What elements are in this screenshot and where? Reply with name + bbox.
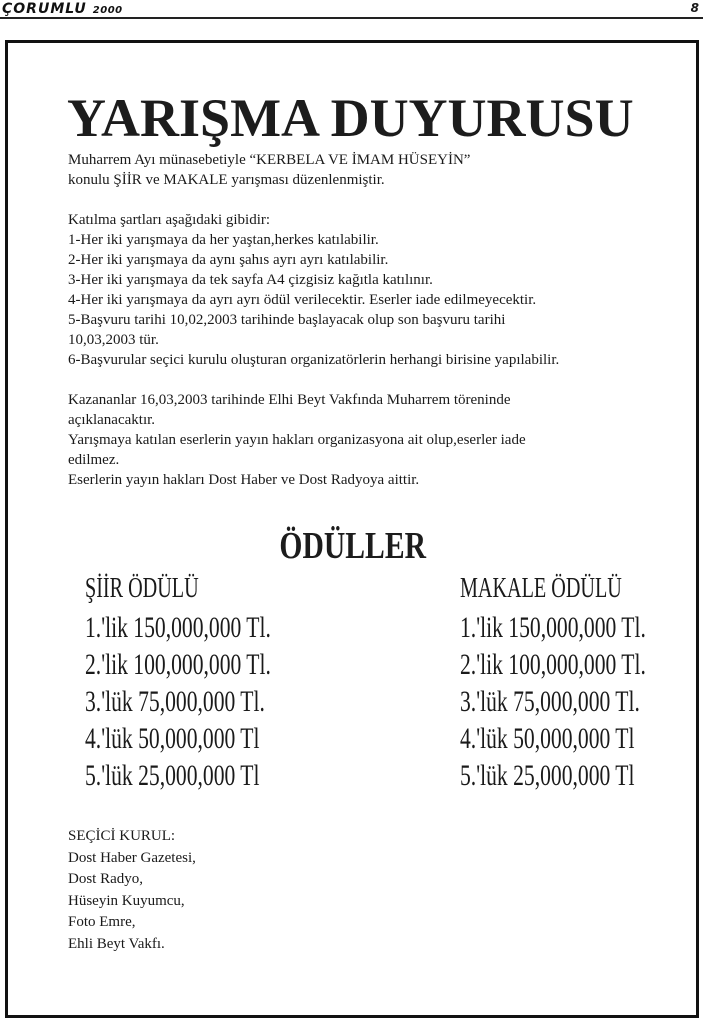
- note-line: edilmez.: [68, 452, 120, 468]
- committee-member: Foto Emre,: [68, 914, 136, 930]
- committee-member: Hüseyin Kuyumcu,: [68, 892, 185, 909]
- condition-item: 5-Başvuru tarihi 10,02,2003 tarihinde başlayacak olup son başvuru tarihi: [68, 312, 506, 328]
- committee-member: Dost Radyo,: [68, 871, 143, 887]
- awards-title: ÖDÜLLER: [279, 525, 426, 567]
- selection-committee: [68, 826, 196, 955]
- announcement-body: [68, 150, 688, 490]
- announcement-title: YARIŞMA DUYURUSU: [67, 88, 634, 148]
- committee-member: Dost Haber Gazetesi,: [68, 849, 196, 866]
- condition-item: 10,03,2003 tür.: [68, 332, 159, 348]
- newspaper-brand: [2, 1, 123, 17]
- article-prize-item: 3.'lük 75,000,000 Tl.: [460, 685, 640, 718]
- condition-item: 4-Her iki yarışmaya da ayrı ayrı ödül verilecektir. Eserler iade edilmeyecektir.: [68, 292, 537, 308]
- poetry-prize-item: 1.'lik 150,000,000 Tl.: [85, 611, 271, 644]
- note-line: Kazananlar 16,03,2003 tarihinde Elhi Beyt Vakfında Muharrem töreninde: [68, 392, 511, 408]
- article-prizes-column: [460, 570, 703, 794]
- committee-member: Ehli Beyt Vakfı.: [68, 935, 165, 952]
- condition-item: 6-Başvurular seçici kurulu oluşturan organizatörlerin herhangi birisine yapılabilir.: [68, 352, 560, 368]
- condition-item: 1-Her iki yarışmaya da her yaştan,herkes katılabilir.: [68, 232, 379, 248]
- conditions-heading: Katılma şartları aşağıdaki gibidir:: [68, 212, 271, 228]
- poetry-prize-heading: ŞİİR ÖDÜLÜ: [85, 573, 199, 604]
- committee-heading: SEÇİCİ KURUL:: [68, 828, 176, 844]
- brand-name: ÇORUMLU: [2, 1, 87, 17]
- condition-item: 3-Her iki yarışmaya da tek sayfa A4 çizgisiz kağıtla katılınır.: [68, 272, 433, 288]
- poetry-prizes-column: [85, 570, 343, 794]
- note-line: açıklanacaktır.: [68, 412, 156, 428]
- note-line: Yarışmaya katılan eserlerin yayın hakları organizasyona ait olup,eserler iade: [68, 432, 526, 448]
- article-prize-item: 5.'lük 25,000,000 Tl: [460, 759, 635, 792]
- intro-line: konulu ŞİİR ve MAKALE yarışması düzenlenmiştir.: [68, 172, 385, 188]
- poetry-prize-item: 3.'lük 75,000,000 Tl.: [85, 685, 265, 718]
- poetry-prize-item: 2.'lik 100,000,000 Tl.: [85, 648, 271, 681]
- poetry-prize-item: 4.'lük 50,000,000 Tl: [85, 722, 260, 755]
- article-prize-item: 4.'lük 50,000,000 Tl: [460, 722, 635, 755]
- page-header: [0, 0, 703, 20]
- brand-year: 2000: [92, 5, 123, 16]
- article-prize-item: 1.'lik 150,000,000 Tl.: [460, 611, 646, 644]
- article-prize-item: 2.'lik 100,000,000 Tl.: [460, 648, 646, 681]
- header-rule: [0, 17, 703, 19]
- page-number: 8: [690, 1, 699, 15]
- article-prize-heading: MAKALE ÖDÜLÜ: [460, 573, 622, 604]
- poetry-prize-item: 5.'lük 25,000,000 Tl: [85, 759, 260, 792]
- note-line: Eserlerin yayın hakları Dost Haber ve Dost Radyoya aittir.: [68, 472, 420, 488]
- intro-line: Muharrem Ayı münasebetiyle “KERBELA VE İMAM HÜSEYİN”: [68, 152, 471, 168]
- condition-item: 2-Her iki yarışmaya da aynı şahıs ayrı ayrı katılabilir.: [68, 252, 389, 268]
